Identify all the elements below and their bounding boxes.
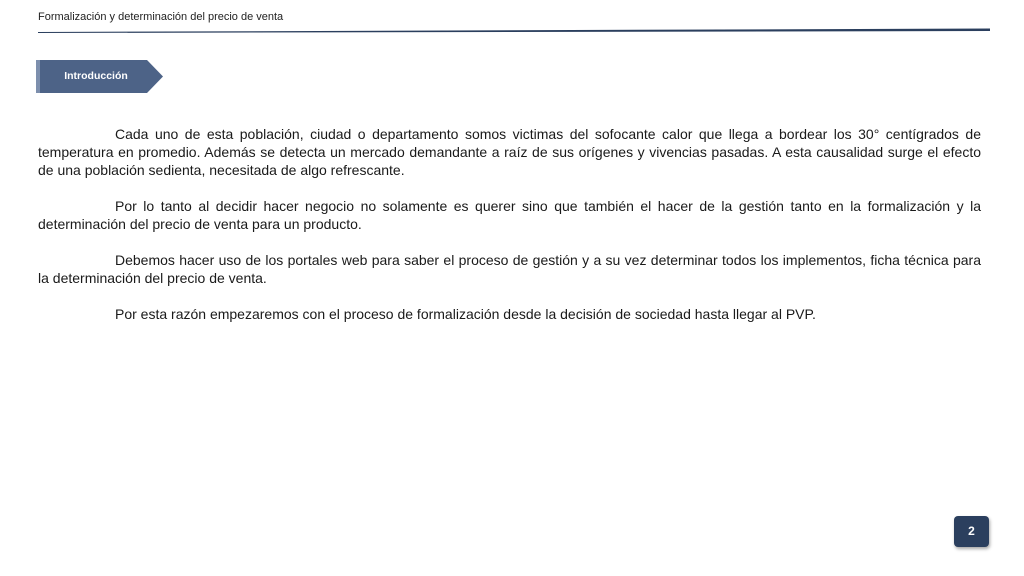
paragraph: Por lo tanto al decidir hacer negocio no solamente es querer sino que también el hacer de la gestión tanto en la formalización y la determinación del precio de venta para un producto. [38,198,981,232]
paragraph: Debemos hacer uso de los portales web para saber el proceso de gestión y a su vez determinar todos los implementos, ficha técnica para la determinación del precio de venta. [38,252,981,286]
paragraph: Cada uno de esta población, ciudad o departamento somos victimas del sofocante calor que llega a bordear los 30° centígrados de temperatura en promedio. Además se detecta un mercado demandante a raíz de sus orígenes y vivencias pasadas. A esta causalidad surge el efecto de una población sedienta, necesitada de algo refrescante. [38,126,981,178]
body-text [38,125,981,341]
document-title: Formalización y determinación del precio de venta [38,11,284,23]
page-number-badge: 2 [954,516,989,547]
header-divider [38,28,990,33]
paragraph: Por esta razón empezaremos con el proceso de formalización desde la decisión de sociedad hasta llegar al PVP. [115,306,816,322]
section-tab-label: Introducción [64,70,128,82]
section-tab-introduccion [36,60,164,93]
